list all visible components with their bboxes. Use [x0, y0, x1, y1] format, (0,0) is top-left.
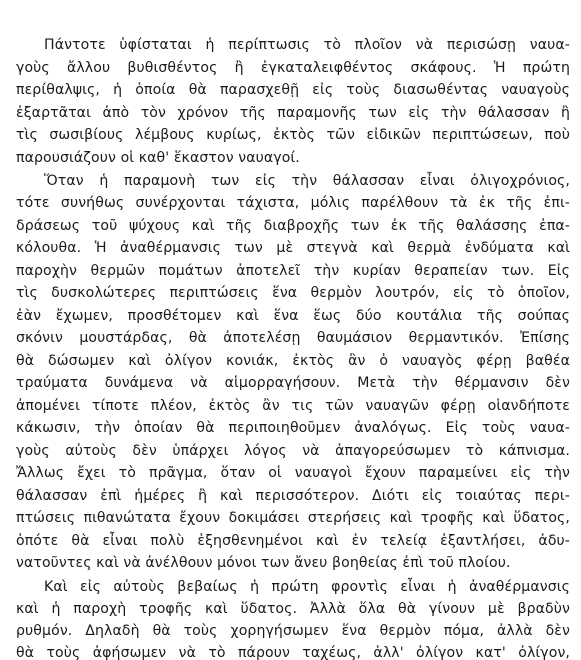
- text-line: τὶς δυσκολώτερες περιπτώσεις ἕνα θερμὸν λουτρόν, εἰς τὸ ὁποῖον,: [16, 285, 570, 301]
- text-line: θὰ δώσωμεν καὶ ὀλίγον κονιάκ, ἐκτὸς ἂν ὁ ναυαγὸς φέρῃ βαθέα: [16, 353, 570, 369]
- text-line: ἐξαρτᾶται ἀπὸ τὸν χρόνον τῆς παραμονῆς των εἰς τὴν θάλασσαν ἢ: [16, 105, 570, 121]
- text-line: καὶ ἡ παροχὴ τροφῆς καὶ ὕδατος. Ἀλλὰ ὅλα θὰ γίνουν μὲ βραδὺν: [16, 601, 570, 617]
- text-line: πτώσεις πιθανώτατα ἔχουν δοκιμάσει στερήσεις καὶ τροφῆς καὶ ὕδατος,: [16, 510, 570, 526]
- text-line: τότε συνήθως συνέρχονται τάχιστα, μόλις παρέλθουν τὰ ἐκ τῆς ἐπι-: [16, 195, 570, 211]
- text-line: Πάντοτε ὑφίσταται ἡ περίπτωσις τὸ πλοῖον νὰ περισώσῃ ναυα-: [44, 37, 570, 53]
- text-line: νατοῦντες καὶ νὰ ἀνέλθουν μόνοι των ἄνευ βοηθείας ἐπὶ τοῦ πλοίου.: [16, 555, 511, 571]
- text-line: γοὺς ἄλλου βυθισθέντος ἢ ἐγκαταλειφθέντος σκάφους. Ἡ πρώτη: [16, 60, 570, 76]
- text-line: ρυθμόν. Δηλαδὴ θὰ τοὺς χορηγήσωμεν ἕνα θερμὸν πόμα, ἀλλὰ δὲν: [16, 623, 570, 639]
- text-line: παροχὴν θερμῶν πομάτων ἀποτελεῖ τὴν κυρίαν θεραπείαν των. Εἰς: [16, 263, 570, 279]
- text-line: Καὶ εἰς αὐτοὺς βεβαίως ἡ πρώτη φροντὶς εἶναι ἡ ἀναθέρμανσις: [44, 579, 570, 595]
- text-line: θὰ τοὺς ἀφήσωμεν νὰ τὸ πάρουν ταχέως, ἀλλ' ὀλίγον κατ' ὀλίγον,: [16, 645, 570, 660]
- text-line: κόλουθα. Ἡ ἀναθέρμανσις των μὲ στεγνὰ καὶ θερμὰ ἐνδύματα καὶ: [16, 240, 570, 256]
- text-line: παρουσιάζουν οἱ καθ' ἕκαστον ναυαγοί.: [16, 150, 300, 166]
- text-line: γοὺς αὐτοὺς δὲν ὑπάρχει λόγος νὰ ἀπαγορεύσωμεν τὸ κάπνισμα.: [16, 443, 570, 459]
- text-line: Ἄλλως ἔχει τὸ πρᾶγμα, ὅταν οἱ ναυαγοὶ ἔχουν παραμείνει εἰς τὴν: [16, 465, 570, 481]
- text-line: κάκωσιν, τὴν ὁποίαν θὰ περιποιηθοῦμεν ἀναλόγως. Εἰς τοὺς ναυα-: [16, 420, 570, 436]
- text-line: τραύματα δυνάμενα νὰ αἱμορραγήσουν. Μετὰ τὴν θέρμανσιν δὲν: [16, 375, 570, 391]
- text-line: περίθαλψις, ἡ ὁποία θὰ παρασχεθῇ εἰς τοὺς διασωθέντας ναυαγοὺς: [16, 82, 570, 98]
- text-line: Ὅταν ἡ παραμονὴ των εἰς τὴν θάλασσαν εἶναι ὀλιγοχρόνιος,: [44, 173, 570, 189]
- text-line: θάλασσαν ἐπὶ ἡμέρες ἢ καὶ περισσότερον. Διότι εἰς τοιαύτας περι-: [16, 488, 570, 504]
- text-line: σκόνιν μουστάρδας, θὰ ἀποτελέσῃ θαυμάσιον θερμαντικόν. Ἐπίσης: [16, 330, 570, 346]
- text-line: ἐὰν ἔχωμεν, προσθέτομεν καὶ ἕνα ἕως δύο κουτάλια τῆς σούπας: [16, 308, 570, 324]
- text-line: τὶς σωσιβίους λέμβους κυρίως, ἐκτὸς τῶν εἰδικῶν περιπτώσεων, ποὺ: [16, 127, 570, 143]
- text-line: ὁπότε θὰ εἶναι πολὺ ἐξησθενημένοι καὶ ἐν τελείᾳ ἐξαντλήσει, ἀδυ-: [16, 533, 570, 549]
- text-line: δράσεως τοῦ ψύχους καὶ τῆς διαβροχῆς των ἐκ τῆς θαλάσσης ἐπα-: [16, 218, 570, 234]
- text-line: ἀπομένει τίποτε πλέον, ἐκτὸς ἂν τις τῶν ναυαγῶν φέρῃ οἱανδήποτε: [16, 398, 570, 414]
